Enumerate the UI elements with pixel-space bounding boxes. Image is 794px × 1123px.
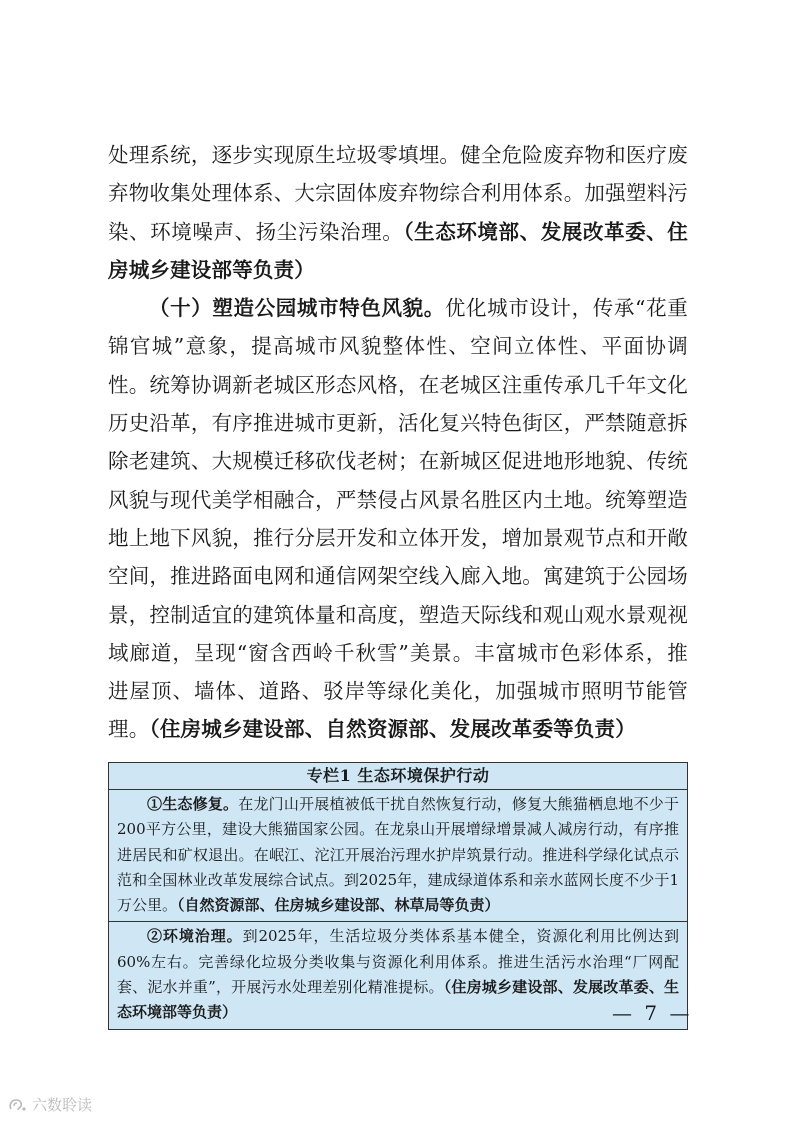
column-box-ecology (108, 762, 688, 1030)
paragraph-text: 优化城市设计，传承“花重锦官城”意象，提高城市风貌整体性、空间立体性、平面协调性。统筹协调新老城区形态风格，在老城区注重传承几千年文化历史沿革，有序推进城市更新，活化复兴特色街区，严禁随意拆除老建筑、大规模迁移砍伐老树；在新城区促进地形地貌、传统风貌与现代美学相融合，严禁侵占风景名胜区内土地。统筹塑造地上地下风貌，推行分层开发和立体开发，增加景观节点和开敞空间，推进路面电网和通信网架空线入廊入地。寓建筑于公园场景，控制适宜的建筑体量和高度，塑造天际线和观山观水景观视域廊道，呈现“窗含西岭千秋雪”美景。丰富城市色彩体系，推进屋顶、墙体、道路、驳岸等绿化美化，加强城市照明节能管理。 (108, 296, 688, 742)
item-responsible: （自然资源部、住房城乡建设部、林草局等负责） (177, 896, 500, 915)
responsible-departments: （生态环境部、发展改革委、住房城乡建设部等负责） (108, 219, 688, 282)
document-body (108, 136, 688, 749)
paragraph-waste-treatment (108, 136, 688, 289)
item-text: 在龙门山开展植被低干扰自然恢复行动，修复大熊猫栖息地不少于200平方公里，建设大熊猫国家公园。在龙泉山开展增绿增景减人减房行动，有序推进居民和矿权退出。在岷江、沱江开展治污理水护岸筑景行动。推进科学绿化试点示范和全国林业改革发展综合试点。到2025年，建成绿道体系和亲水蓝网长度不少于1万公里。 (117, 795, 679, 915)
paragraph-text: 处理系统，逐步实现原生垃圾零填埋。健全危险废弃物和医疗废弃物收集处理体系、大宗固体废弃物综合利用体系。加强塑料污染、环境噪声、扬尘污染治理。 (108, 143, 688, 244)
column-item-ecological-restoration (109, 790, 687, 921)
item-heading: ①生态修复。 (147, 795, 239, 813)
watermark-text: 六数聆读 (32, 1096, 93, 1114)
item-heading: ②环境治理。 (147, 927, 243, 946)
responsible-departments: （住房城乡建设部、自然资源部、发展改革委等负责） (149, 717, 636, 742)
section-heading: （十）塑造公园城市特色风貌。 (149, 296, 445, 321)
item-responsible: （住房城乡建设部、发展改革委、生态环境部等负责） (117, 978, 679, 1022)
column-item-environment-governance (109, 921, 687, 1028)
item-text: 到2025年，生活垃圾分类体系基本健全，资源化利用比例达到60%左右。完善绿化垃圾分类收集与资源化利用体系。推进生活污水治理“厂网配套、泥水并重”，开展污水处理差别化精准提标。 (117, 927, 679, 997)
ear-logo-icon (8, 1097, 28, 1113)
column-box-title: 专栏1 生态环境保护行动 (109, 763, 687, 790)
page-number: — 7 — (612, 1001, 693, 1025)
watermark (8, 1094, 92, 1115)
paragraph-park-city-style (108, 289, 688, 749)
